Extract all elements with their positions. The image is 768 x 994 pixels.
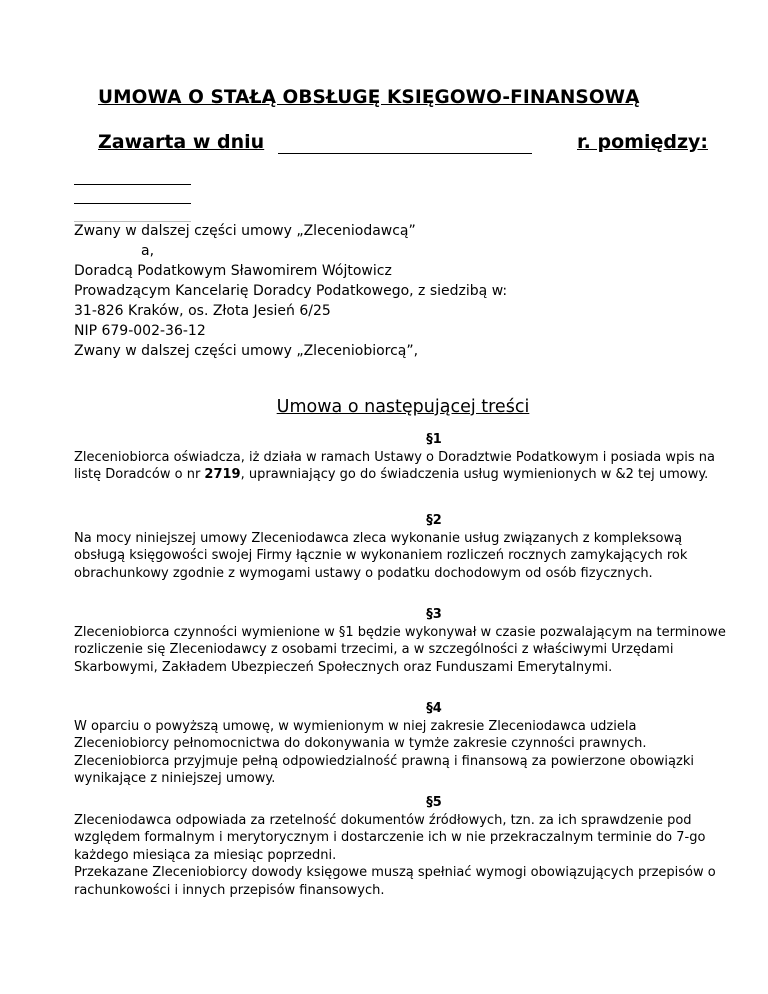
section-text: Zleceniobiorca czynności wymienione w §1 będzie wykonywał w czasie pozwalającym na terminowe rozliczenie się Zleceniodawcy z osobami trzecimi, a w szczególności z właściwymi Urzędami Skarbowymi, Zakładem Ubezpieczeń Społecznych oraz Funduszami Emerytalnymi. (74, 624, 726, 675)
section-4 (74, 700, 734, 788)
date-line-right: r. pomiędzy: (577, 131, 708, 153)
date-line (98, 131, 708, 161)
section-text: Na mocy niniejszej umowy Zleceniodawca zleca wykonanie usług związanych z kompleksową obsługą księgowości swojej Firmy łącznie w wykonaniem rozliczeń rocznych zamykających rok obrachunkowy zgodnie z wymogami ustawy o podatku dochodowym od osób fizycznych. (74, 530, 688, 581)
section-text: W oparciu o powyższą umowę, w wymienionym w niej zakresie Zleceniodawca udziela Zleceniobiorcy pełnomocnictwa do dokonywania w tymże zakresie czynności prawnych. Zleceniobiorca przyjmuje pełną odpowiedzialność prawną i finansową za powierzone obowiązki wynikające z niniejszej umowy. (74, 718, 694, 786)
section-5 (74, 794, 734, 899)
section-number: §4 (426, 701, 442, 716)
section-text (74, 449, 734, 484)
conjunction: a, (141, 243, 155, 259)
advisor-office: Prowadzącym Kancelarię Doradcy Podatkowego, z siedzibą w: (74, 283, 508, 299)
section-number: §2 (426, 513, 442, 528)
section-text-part: , uprawniający go do świadczenia usług wymienionych w &2 tej umowy. (240, 467, 709, 482)
section-number: §5 (426, 795, 442, 810)
parties-block (74, 221, 507, 361)
advisor-designation: Zwany w dalszej części umowy „Zleceniobiorcą”, (74, 343, 419, 359)
document-title: UMOWA O STAŁĄ OBSŁUGĘ KSIĘGOWO-FINANSOWĄ (98, 87, 640, 108)
section-2 (74, 512, 734, 582)
section-number: §3 (426, 607, 442, 622)
section-3 (74, 606, 734, 676)
advisor-name: Doradcą Podatkowym Sławomirem Wójtowicz (74, 263, 392, 279)
section-text-continued: Przekazane Zleceniobiorcy dowody księgowe muszą spełniać wymogi obowiązujących przepisów o rachunkowości i innych przepisów finansowych. (74, 865, 716, 898)
section-text-part: Zleceniobiorca oświadcza, iż działa w ramach Ustawy o Doradztwie Podatkowym i posiada wpis na listę Doradców o nr (74, 449, 715, 482)
client-name-blank-line (74, 184, 191, 185)
client-address-blank-line (74, 203, 191, 204)
contract-subtitle: Umowa o następującej treści (276, 397, 530, 417)
client-designation: Zwany w dalszej części umowy „Zleceniodawcą” (74, 223, 416, 239)
advisor-nip: NIP 679-002-36-12 (74, 323, 206, 339)
date-blank-line (278, 153, 532, 154)
date-line-left: Zawarta w dniu (98, 131, 265, 153)
section-1 (74, 431, 734, 484)
advisor-address: 31-826 Kraków, os. Złota Jesień 6/25 (74, 303, 331, 319)
section-text: Zleceniodawca odpowiada za rzetelność dokumentów źródłowych, tzn. za ich sprawdzenie pod względem formalnym i merytorycznym i dostarczenie ich w nie przekraczalnym terminie do 7-go każdego miesiąca za miesiąc poprzedni. (74, 812, 706, 863)
advisor-registry-number: 2719 (204, 467, 241, 482)
section-number: §1 (426, 432, 442, 447)
